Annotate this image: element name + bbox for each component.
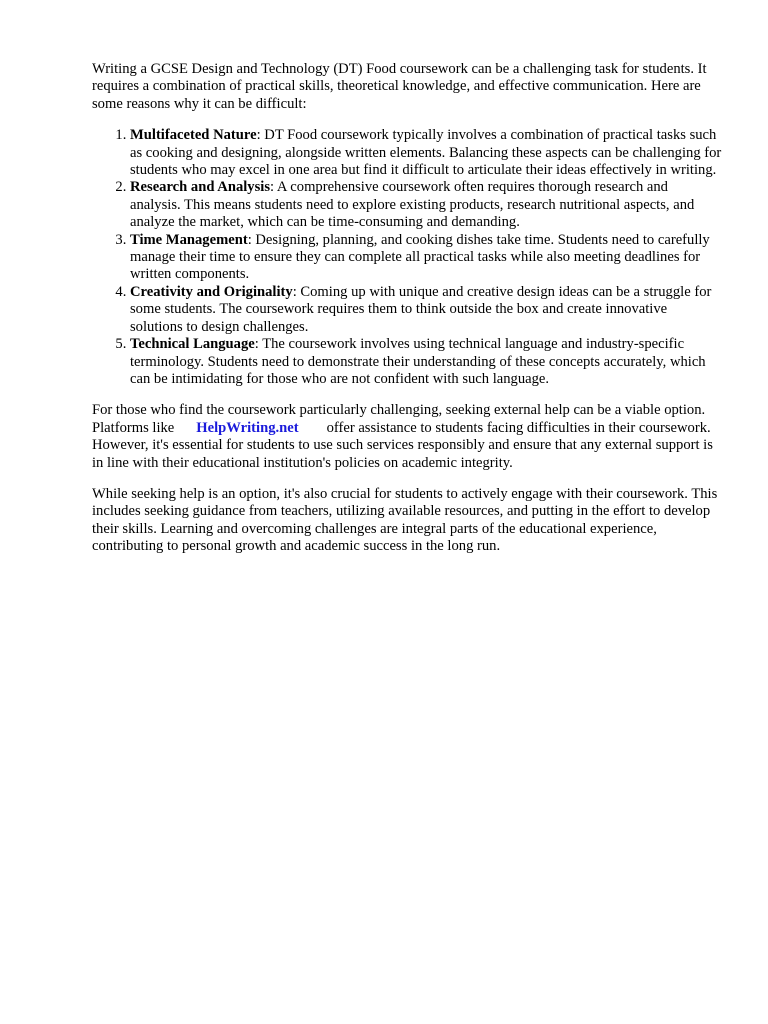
list-item <box>130 179 722 231</box>
list-item-text: : Coming up with unique and creative design ideas can be a struggle for some students. The coursework requires them to think outside the box and create innovative solutions to design challenges. <box>130 283 712 335</box>
document-page <box>92 61 722 570</box>
list-item-text: : Designing, planning, and cooking dishes take time. Students need to carefully manage their time to ensure they can complete all practical tasks while also meeting deadlines for written components. <box>130 231 710 283</box>
list-item-text: : The coursework involves using technical language and industry-specific terminology. Students need to demonstrate their understanding of these concepts accurately, which can be intimidating for those who are not confident with such language. <box>130 336 706 387</box>
list-item-term: Technical Language <box>130 336 255 353</box>
reasons-list <box>92 127 722 388</box>
list-item-term: Research and Analysis <box>130 179 271 196</box>
list-item <box>130 232 722 284</box>
list-item <box>130 284 722 336</box>
list-item-term: Multifaceted Nature <box>130 127 257 144</box>
list-item-term: Creativity and Originality <box>130 283 293 300</box>
intro-paragraph: Writing a GCSE Design and Technology (DT) Food coursework can be a challenging task for students. It requires a combination of practical skills, theoretical knowledge, and effective communication. Here are some reasons why it can be difficult: <box>92 61 707 112</box>
list-item <box>130 127 722 179</box>
list-item-text: : A comprehensive coursework often requires thorough research and analysis. This means students need to explore existing products, research nutritional aspects, and analyze the market, which can be time-consuming and demanding. <box>130 179 695 231</box>
list-item-text: : DT Food coursework typically involves a combination of practical tasks such as cooking and designing, alongside written elements. Balancing these aspects can be challenging for students who may excel in one area but find it difficult to articulate their ideas effectively in writing. <box>130 127 722 179</box>
help-paragraph <box>92 402 722 472</box>
list-item <box>130 336 722 388</box>
help-text-before: For those who find the coursework particularly challenging, seeking external help can be a viable option. Platforms like <box>92 402 706 436</box>
helpwriting-link[interactable]: HelpWriting.net <box>196 419 299 436</box>
list-item-term: Time Management <box>130 231 248 248</box>
help-text-after: offer assistance to students facing difficulties in their coursework. However, it's essential for students to use such services responsibly and ensure that any external support is in line with their educational institution's policies on academic integrity. <box>92 419 713 471</box>
closing-paragraph: While seeking help is an option, it's also crucial for students to actively engage with their coursework. This includes seeking guidance from teachers, utilizing available resources, and putting in the effort to develop their skills. Learning and overcoming challenges are integral parts of the educational experience, contributing to personal growth and academic success in the long run. <box>92 485 718 555</box>
